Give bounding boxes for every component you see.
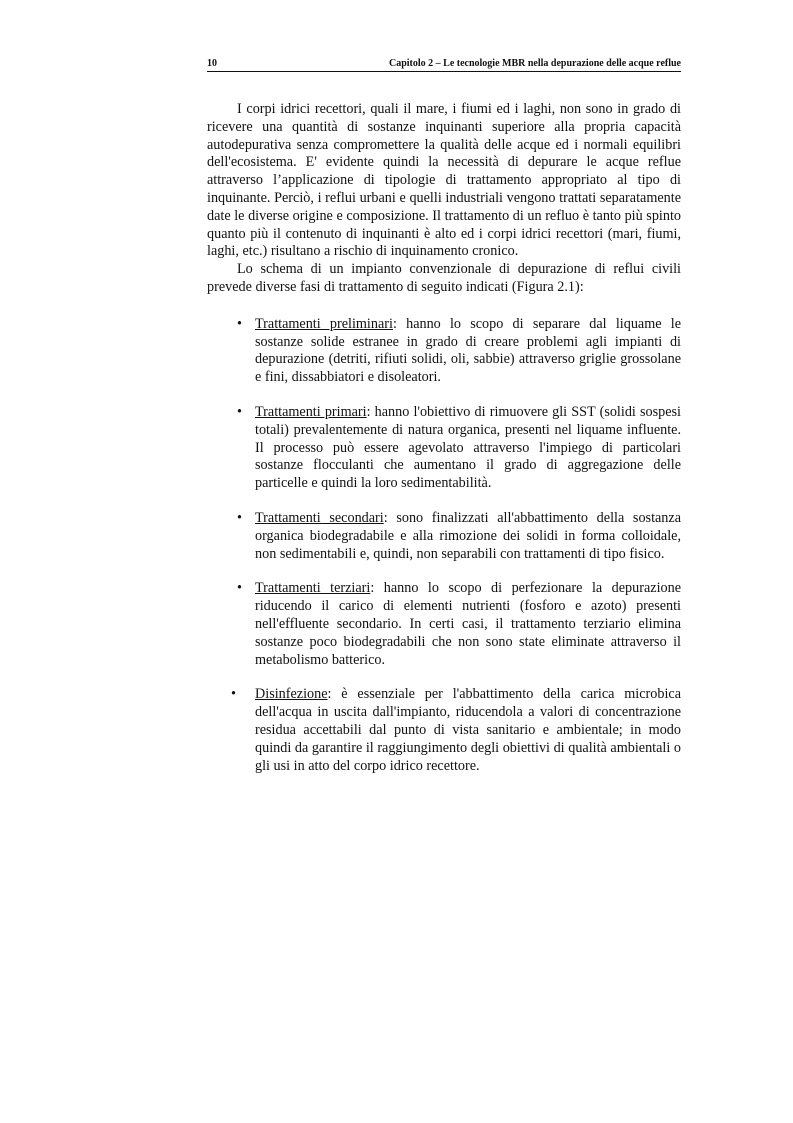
treatment-term: Trattamenti terziari [255,580,371,597]
list-item-preliminari [207,316,681,387]
list-item-primari [207,404,681,493]
treatment-description: : hanno lo scopo di separare dal liquame le sostanze solide estranee in grado di creare problemi agli impianti di depurazione (detriti, rifiuti solidi, oli, sabbie) attraverso griglie grossolane e fini, dissabbiatori e disoleatori. [255,315,681,386]
treatment-description: : sono finalizzati all'abbattimento della sostanza organica biodegradabile e alla rimozione dei solidi in forma colloidale, non sedimentabili e, quindi, non separabili con trattamenti di tipo fisico. [255,509,681,562]
bullet-symbol: • [237,403,242,420]
treatment-description: : hanno lo scopo di perfezionare la depurazione riducendo il carico di elementi nutrienti (fosforo e azoto) presenti nell'effluente secondario. In certi casi, il trattamento terziario elimina sostanze poco biodegradabili che non sono state eliminate attraverso il metabolismo batterico. [255,580,681,668]
treatment-description: : hanno l'obiettivo di rimuovere gli SST (solidi sospesi totali) prevalentemente di natura organica, presenti nel liquame influente. Il processo può essere agevolato attraverso l'impiego di particolari sostanze flocculanti che aumentano il grado di aggregazione delle particelle e quindi la loro sedimentabilità. [255,403,681,492]
body-text [207,101,681,775]
intro-paragraph: I corpi idrici recettori, quali il mare, i fiumi ed i laghi, non sono in grado di ricevere una quantità di sostanze inquinanti superiore alla propria capacità autodepurativa senza compromettere la qualità delle acque ed i normali equilibri dell'ecosistema. E' evidente quindi la necessità di depurare le acque reflue attraverso l’applicazione di tipologie di trattamento appropriato al tipo di inquinante. Perciò, i reflui urbani e quelli industriali vengono trattati separatamente date le diverse origine e composizione. Il trattamento di un refluo è tanto più spinto quanto più il contenuto di inquinanti è alto ed i corpi idrici recettori (mari, fiumi, laghi, etc.) risultano a rischio di inquinamento cronico. [207,101,681,260]
scheme-paragraph: Lo schema di un impianto convenzionale di depurazione di reflui civili prevede diverse fasi di trattamento di seguito indicati (Figura 2.1): [207,261,681,295]
bullet-symbol: • [237,580,242,597]
list-item-secondari [207,510,681,563]
treatment-term: Trattamenti preliminari [255,315,393,332]
list-item-terziari [207,580,681,669]
treatment-term: Trattamenti primari [255,403,367,420]
page-number: 10 [207,58,217,69]
list-item-disinfezione [207,686,681,775]
treatment-description: : è essenziale per l'abbattimento della carica microbica dell'acqua in uscita dall'impianto, riducendola a valori di concentrazione residua accettabili dal punto di vista sanitario e ambientale; in modo quindi da garantire il raggiungimento degli obiettivi di qualità ambientali o gli usi in atto del corpo idrico recettore. [255,686,681,774]
bullet-symbol: • [237,315,242,332]
bullet-symbol: • [231,686,236,703]
treatment-term: Trattamenti secondari [255,509,384,526]
bullet-symbol: • [237,509,242,526]
running-title: Capitolo 2 – Le tecnologie MBR nella depurazione delle acque reflue [388,58,681,69]
page-header [207,57,681,72]
treatment-list [207,316,681,776]
treatment-term: Disinfezione [255,686,328,703]
